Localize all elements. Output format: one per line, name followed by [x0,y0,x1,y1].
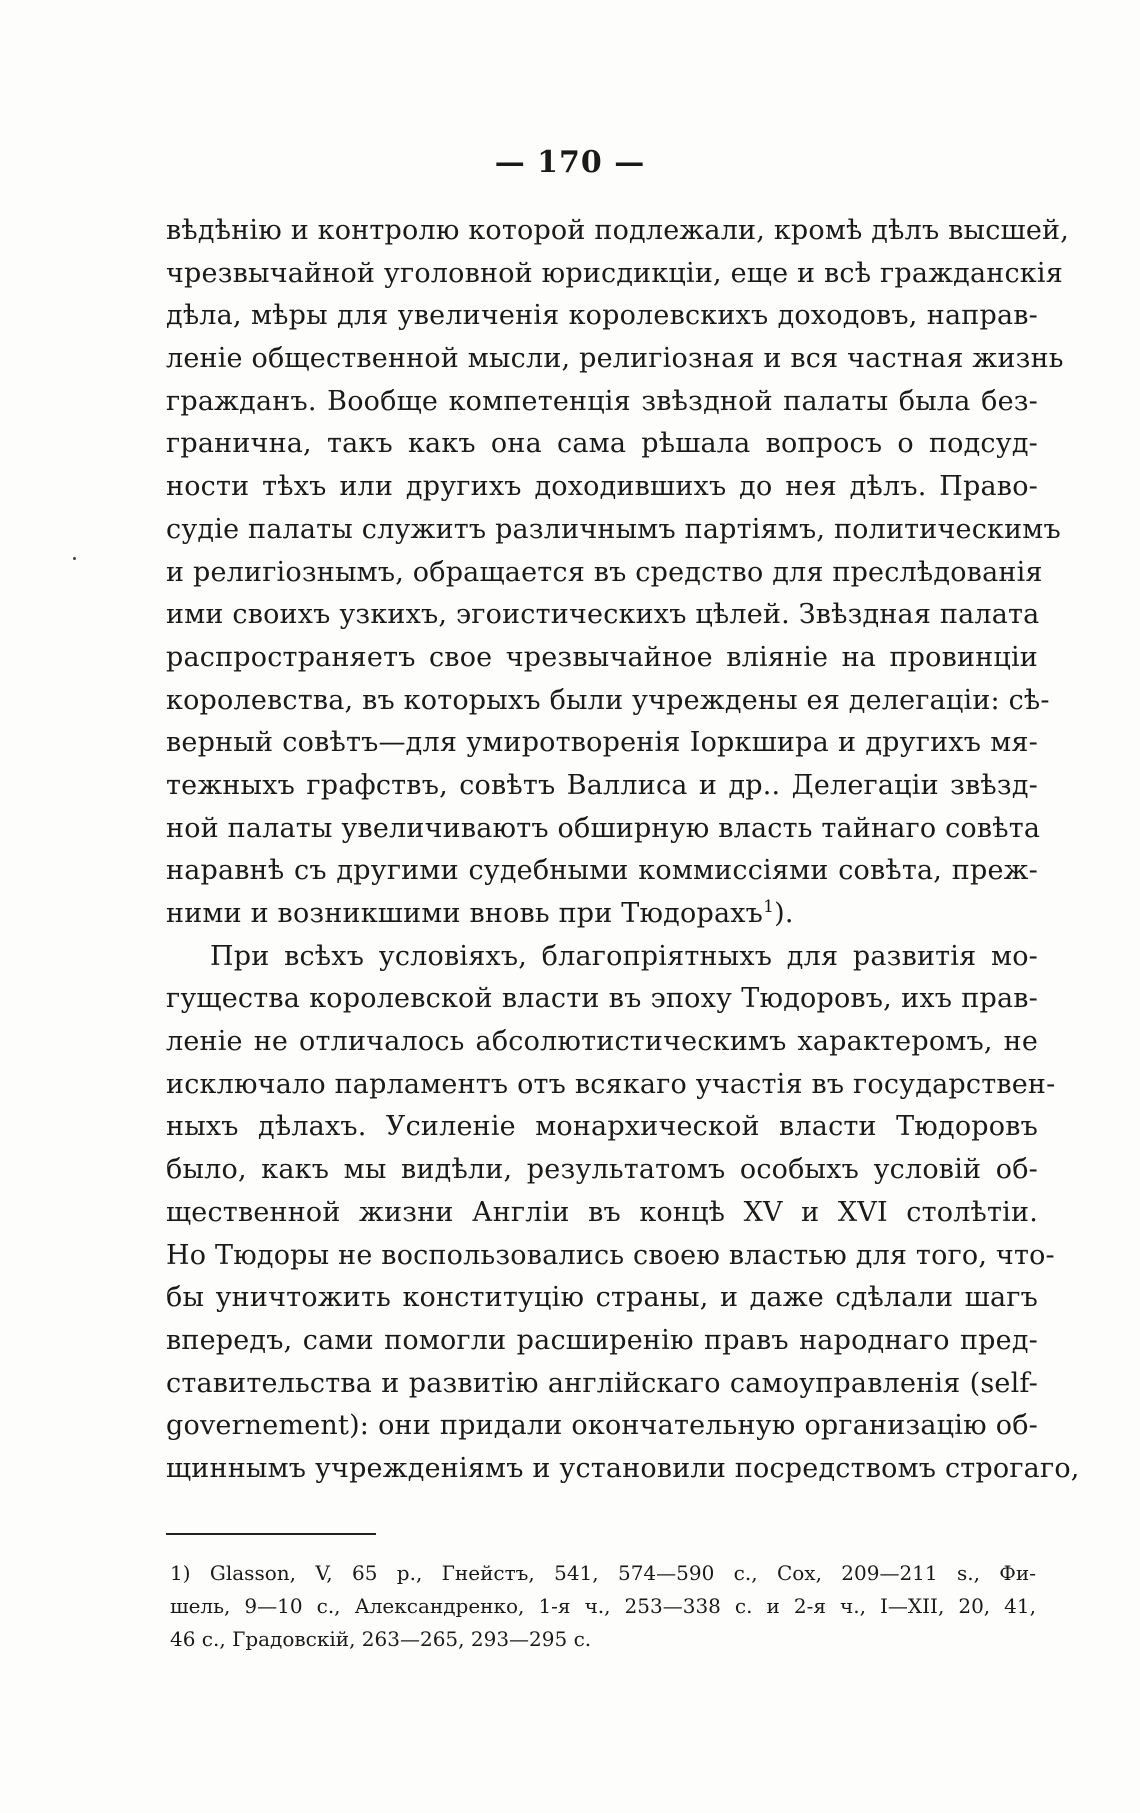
text-line: верный совѣтъ—для умиротворенія Іоркшира и другихъ мя- [166,727,1038,759]
text-line: распространяетъ свое чрезвычайное вліяніе на провинціи [166,641,1038,673]
text-line: наравнѣ съ другими судебными коммиссіями совѣта, преж- [166,855,1038,887]
text-line: гущества королевской власти въ эпоху Тюдоровъ, ихъ прав- [166,983,1038,1015]
text-line-last [166,893,1038,936]
text-line-tail: ). [774,898,794,929]
page-number: — 170 — [494,145,646,180]
paragraph-first-line: При всѣхъ условіяхъ, благопріятныхъ для развитія мо- [210,940,1038,972]
text-line: вѣдѣнію и контролю которой подлежали, кромѣ дѣлъ высшей, [166,215,1069,246]
footnotes [170,1557,1036,1656]
text-line: чрезвычайной уголовной юрисдикціи, еще и всѣ гражданскія [166,257,1063,289]
text-line: Но Тюдоры не воспользовались своею властью для того, что- [166,1239,1055,1271]
text-line: гражданъ. Вообще компетенція звѣздной палаты была без- [166,385,1038,417]
footnote-line: шель, 9—10 с., Александренко, 1-я ч., 253—338 с. и 2-я ч., I—XII, 20, 41, [170,1594,1036,1618]
footnote-reference[interactable]: 1 [763,897,775,917]
text-line-content: ними и возникшими вновь при Тюдорахъ [166,898,764,929]
text-line: гранична, такъ какъ она сама рѣшала вопросъ о подсуд- [166,428,1038,460]
main-text [166,210,1080,1491]
scan-speck [73,557,76,560]
text-line: governement): они придали окончательную организацію об- [166,1410,1038,1442]
footnote-divider [166,1533,376,1535]
text-line: леніе общественной мысли, религіозная и вся частная жизнь [166,343,1064,375]
text-line: королевства, въ которыхъ были учреждены ея делегаціи: сѣ- [166,684,1050,716]
text-line: щиннымъ учрежденіямъ и установили посредствомъ строгаго, [166,1452,1080,1484]
text-line: впередъ, сами помогли расширенію правъ народнаго пред- [166,1324,1038,1356]
text-line: исключало парламентъ отъ всякаго участія въ государствен- [166,1068,1056,1100]
text-line: было, какъ мы видѣли, результатомъ особыхъ условій об- [166,1154,1038,1186]
text-line: дѣла, мѣры для увеличенія королевскихъ доходовъ, направ- [166,300,1038,332]
text-line: ныхъ дѣлахъ. Усиленіе монархической власти Тюдоровъ [166,1111,1038,1143]
text-line: и религіознымъ, обращается въ средство для преслѣдованія [166,556,1043,588]
text-line: щественной жизни Англіи въ концѣ XV и XVI столѣтіи. [166,1196,1038,1228]
text-line: леніе не отличалось абсолютистическимъ характеромъ, не [166,1026,1038,1058]
text-line: ной палаты увеличиваютъ обширную власть тайнаго совѣта [166,812,1041,844]
footnote-line: 1) Glasson, V, 65 p., Гнейстъ, 541, 574—590 с., Cox, 209—211 s., Фи- [170,1561,1036,1585]
text-line: судіе палаты служитъ различнымъ партіямъ, политическимъ [166,513,1061,545]
footnote-line: 46 с., Градовскій, 263—265, 293—295 с. [170,1627,592,1651]
text-line: ставительства и развитію англійскаго самоуправленія (self- [166,1367,1038,1399]
text-line: ности тѣхъ или другихъ доходившихъ до нея дѣлъ. Право- [166,471,1038,503]
text-line: бы уничтожить конституцію страны, и даже сдѣлали шагъ [166,1282,1038,1314]
text-line: тежныхъ графствъ, совѣтъ Валлиса и др.. Делегаціи звѣзд- [166,769,1038,801]
text-line: ими своихъ узкихъ, эгоистическихъ цѣлей. Звѣздная палата [166,599,1040,631]
